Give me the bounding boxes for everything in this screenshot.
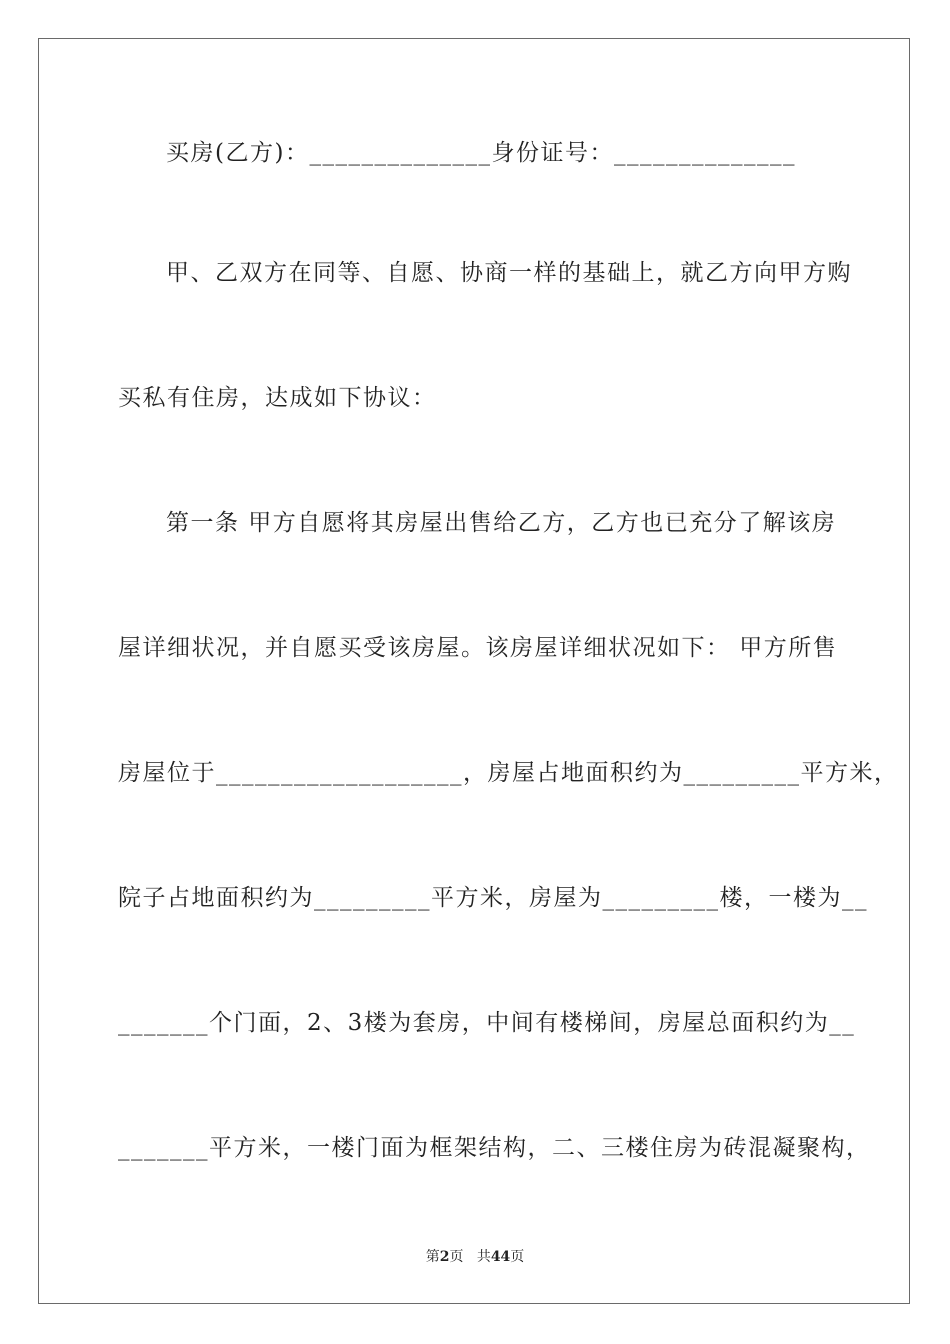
total-prefix: 共 bbox=[476, 1249, 491, 1265]
paragraph-line: _______平方米，一楼门面为框架结构，二、三楼住房为砖混凝聚构， bbox=[118, 1135, 871, 1161]
paragraph-line: _______个门面，2、3楼为套房，中间有楼梯间，房屋总面积约为__ bbox=[118, 1010, 856, 1036]
page-border bbox=[38, 38, 910, 1304]
paragraph-line: 第一条 甲方自愿将其房屋出售给乙方，乙方也已充分了解该房 bbox=[166, 510, 837, 536]
page-number: 2 bbox=[439, 1249, 450, 1265]
page-suffix: 页 bbox=[449, 1249, 464, 1265]
paragraph-line: 屋详细状况，并自愿买受该房屋。该房屋详细状况如下： 甲方所售 bbox=[118, 635, 838, 661]
paragraph-line: 甲、乙双方在同等、自愿、协商一样的基础上，就乙方向甲方购 bbox=[166, 260, 852, 286]
paragraph-line: 买私有住房，达成如下协议： bbox=[118, 385, 437, 411]
page-footer bbox=[0, 1246, 950, 1266]
paragraph-line: 房屋位于___________________，房屋占地面积约为_________平方米， bbox=[118, 760, 899, 786]
paragraph-line: 院子占地面积约为_________平方米，房屋为_________楼，一楼为__ bbox=[118, 885, 868, 911]
total-pages: 44 bbox=[490, 1249, 511, 1265]
page-prefix: 第 bbox=[425, 1249, 440, 1265]
buyer-line: 买房(乙方)：______________身份证号：______________ bbox=[166, 140, 796, 166]
total-suffix: 页 bbox=[510, 1249, 525, 1265]
